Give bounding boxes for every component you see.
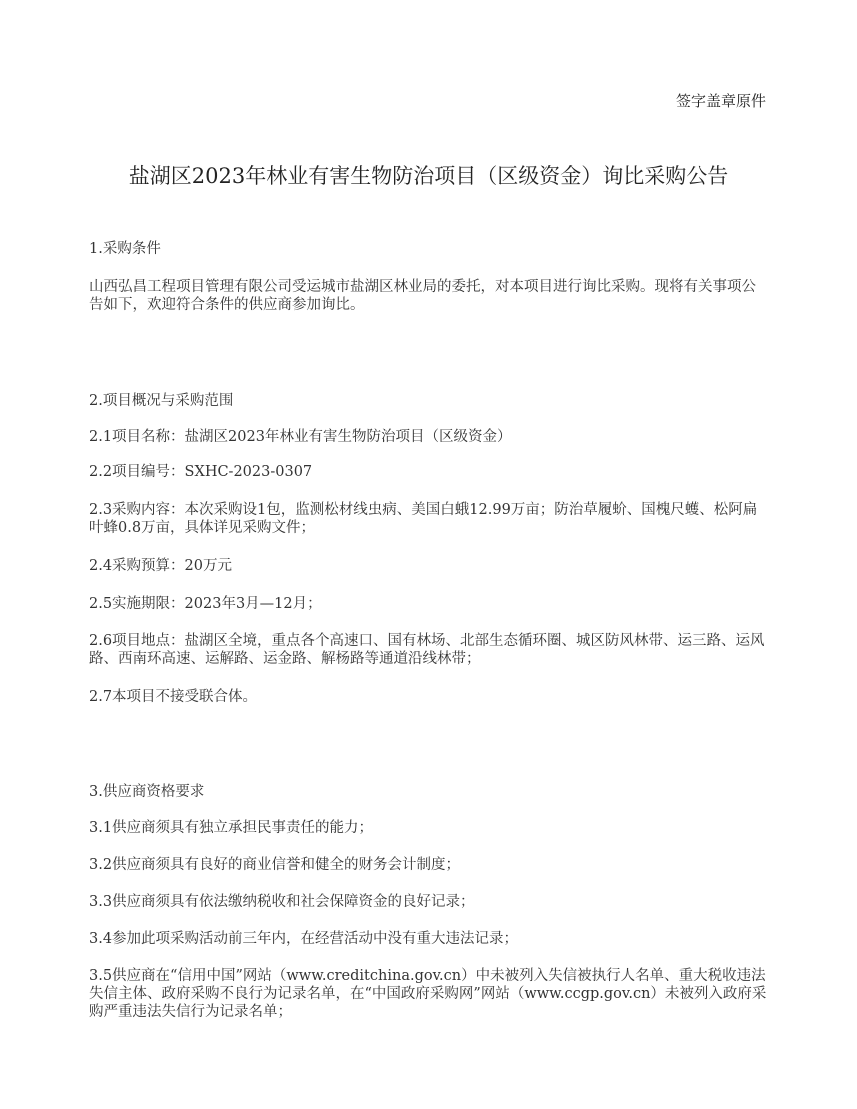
section-2-heading: 2.项目概况与采购范围 xyxy=(89,393,234,409)
item-3-5: 3.5供应商在“信用中国”网站（www.creditchina.gov.cn）中未被列入失信被执行人名单、重大税收违法失信主体、政府采购不良行为记录名单，在“中国政府采购网”网站（www.ccgp.gov.cn）未被列入政府采购严重违法失信行为记录名单； xyxy=(89,968,767,1020)
item-3-1: 3.1供应商须具有独立承担民事责任的能力； xyxy=(89,820,374,836)
item-2-6: 2.6项目地点：盐湖区全境，重点各个高速口、国有林场、北部生态循环圈、城区防风林带、运三路、运风路、西南环高速、运解路、运金路、解杨路等通道沿线林带； xyxy=(89,633,765,667)
item-3-2: 3.2供应商须具有良好的商业信誉和健全的财务会计制度； xyxy=(89,857,461,873)
item-2-5: 2.5实施期限：2023年3月—12月； xyxy=(89,596,322,612)
item-2-2: 2.2项目编号：SXHC-2023-0307 xyxy=(89,464,313,480)
stamp-note: 签字盖章原件 xyxy=(675,92,766,110)
section-3-heading: 3.供应商资格要求 xyxy=(89,784,205,800)
item-3-4: 3.4参加此项采购活动前三年内，在经营活动中没有重大违法记录； xyxy=(89,931,519,947)
item-2-3: 2.3采购内容：本次采购设1包，监测松材线虫病、美国白蛾12.99万亩；防治草履蚧、国槐尺蠖、松阿扁叶蜂0.8万亩，具体详见采购文件； xyxy=(89,502,758,536)
section-1-paragraph xyxy=(89,278,769,314)
section-1-heading: 1.采购条件 xyxy=(89,241,161,257)
page-title: 盐湖区2023年林业有害生物防治项目（区级资金）询比采购公告 xyxy=(128,164,729,188)
item-2-1: 2.1项目名称：盐湖区2023年林业有害生物防治项目（区级资金） xyxy=(89,429,512,445)
item-2-7: 2.7本项目不接受联合体。 xyxy=(89,689,258,705)
item-2-4: 2.4采购预算：20万元 xyxy=(89,558,233,574)
item-3-3: 3.3供应商须具有依法缴纳税收和社会保障资金的良好记录； xyxy=(89,894,475,910)
section-1-text: 山西弘昌工程项目管理有限公司受运城市盐湖区林业局的委托，对本项目进行询比采购。现将有关事项公告如下，欢迎符合条件的供应商参加询比。 xyxy=(89,279,756,313)
